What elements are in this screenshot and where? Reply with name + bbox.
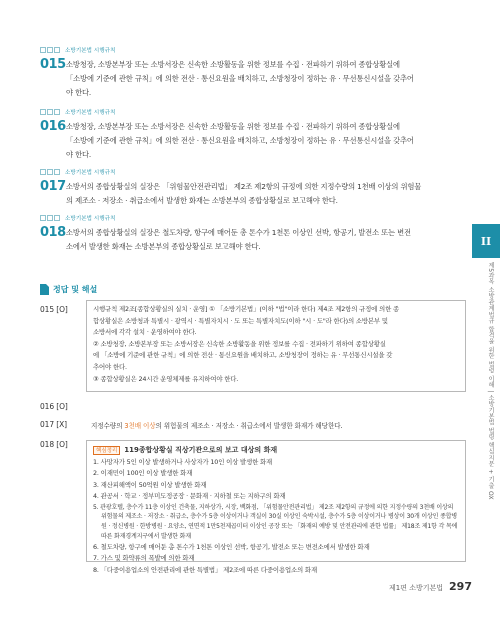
summary-title: 119종합상황실 직상기관으로의 보고 대상의 화재 (124, 446, 278, 454)
key-point-tag: 핵심정리 (93, 446, 120, 455)
question-text: 소방청장, 소방본부장 또는 소방서장은 신속한 소방활동을 위한 정보를 수집 · 전파하기 위하여 종합상황실에 「소방에 기준에 관한 규칙」에 의한 전산 · 통신요원을 배치하고, 소방청장이 정하는 유 · 무선통신시설을 갖추어 야 한다. (66, 60, 414, 97)
question-text: 소방서의 종합상황실의 실장은 「위험물안전관리법」 제2조 제2항의 규정에 의한 지정수량의 1천배 이상의 위험물 의 제조소 · 저장소 · 취급소에서 발생한 화재는 소방본부의 종합상황실로 보고해야 한다. (66, 182, 422, 205)
question-018 (40, 212, 460, 254)
answer-018-label: 018 [O] (40, 440, 68, 449)
list-item: 4. 관공서 · 학교 · 정부미도정공장 · 문화재 · 지하철 또는 지하구의 화재 (93, 492, 286, 501)
footer-label: 제1편 소방기본법 (389, 584, 444, 592)
chapter-tab[interactable]: II (472, 224, 500, 258)
answer-017-text: 지정수량의 3천배 이상의 위험물의 제조소 · 저장소 · 취급소에서 발생한 화재가 해당한다. (91, 422, 343, 430)
page-number: 297 (449, 580, 472, 593)
answer-015-label: 015 [O] (40, 305, 68, 314)
list-item: 7. 가스 및 화약류의 폭발에 의한 화재 (93, 554, 195, 563)
question-number: 018 (40, 225, 66, 240)
answer-018-box (86, 440, 466, 574)
question-text: 소방서의 종합상황실의 실장은 철도차량, 항구에 매어둔 총 톤수가 1천톤 이상인 선박, 항공기, 발전소 또는 변전 소에서 발생한 화재는 소방본부의 종합상황실로 보고해야 한다. (66, 228, 411, 251)
answer-017-label: 017 [X] (40, 420, 67, 429)
answer-015-box (86, 300, 466, 392)
checkbox-group[interactable] (40, 169, 60, 175)
question-016 (40, 106, 460, 161)
list-item: 5. 관광호텔, 층수가 11층 이상인 건축물, 지하상가, 시장, 백화점, 「위험물안전관리법」 제2조 제2항의 규정에 의한 지정수량의 3천배 이상의 위험물의 제조소 · 저장소 · 취급소, 층수가 5층 이상이거나 객실이 30실 이상인 숙박시설, 층수가 5층 이상이거나 병상이 30개 이상인 종합병원 · 정신병원 · 한방병원 · 요양소, 연면적 1만5천제곱미터 이상인 공장 또는 「화재의 예방 및 안전관리에 관한 법률」 제18조 제1항 각 목에 따른 화재경계지구에서 발생한 화재 (93, 503, 458, 541)
question-017 (40, 166, 460, 208)
list-item: 3. 재산피해액이 50억원 이상 발생한 화재 (93, 480, 207, 489)
checkbox-group[interactable] (40, 47, 60, 53)
side-running-title-text: 제5과목 소방관계법규 합격을 위한 법령 이해 | 소방기본법 법령 핵심지문 + 기출 OX (487, 262, 494, 500)
question-law: 소방기본법 시행규칙 (65, 216, 116, 222)
page-footer (389, 580, 472, 593)
answer-016-label: 016 [O] (40, 402, 68, 411)
list-item: 6. 철도차량, 항구에 매어둔 총 톤수가 1천톤 이상인 선박, 항공기, 발전소 또는 변전소에서 발생한 화재 (93, 542, 370, 551)
question-number: 015 (40, 57, 66, 72)
answer-017-highlight: 3천배 이상 (124, 422, 156, 430)
list-item: 8. 「다중이용업소의 안전관리에 관한 특별법」 제2조에 따른 다중이용업소의 화재 (93, 565, 317, 574)
document-icon (40, 284, 49, 295)
question-law: 소방기본법 시행규칙 (65, 110, 116, 116)
list-item: 1. 사망자가 5인 이상 발생하거나 사상자가 10인 이상 발생한 화재 (93, 458, 273, 466)
checkbox-group[interactable] (40, 109, 60, 115)
checkbox-group[interactable] (40, 215, 60, 221)
question-number: 017 (40, 179, 66, 194)
question-number: 016 (40, 119, 66, 134)
side-running-title (486, 262, 496, 572)
list-item: 2. 이재민이 100인 이상 발생한 화재 (93, 469, 193, 478)
summary-header (93, 445, 459, 455)
summary-list (93, 457, 459, 576)
answer-section-header (40, 284, 97, 295)
question-text: 소방청장, 소방본부장 또는 소방서장은 신속한 소방활동을 위한 정보를 수집 · 전파하기 위하여 종합상황실에 「소방에 기준에 관한 규칙」에 의한 전산 · 통신요원을 배치하고, 소방청장이 정하는 유 · 무선통신시설을 갖추어 야 한다. (66, 122, 414, 159)
question-law: 소방기본법 시행규칙 (65, 48, 116, 54)
question-law: 소방기본법 시행규칙 (65, 170, 116, 176)
answer-015-text: 시행규칙 제2조[종합상황실의 실치 · 운영] ① 「소방기본법」(이하 "법"이라 한다) 제4조 제2항의 규정에 의한 종 합상황실은 소방청과 특별시 · 광역시 · 특별자치시 · 도 또는 특별자치도(이하 "시 · 도"라 한다)의 소방본부 및 소방서에 각각 설치 · 운영하여야 한다. ② 소방청장, 소방본부장 또는 소방서장은 신속한 소방활동을 위한 정보를 수집 · 전파하기 위하여 종합상황실 에 「소방에 기준에 관한 규칙」에 의한 전산 · 통신요원을 배치하고, 소방청장이 정하는 유 · 무선통신시설을 갖 추어야 한다. ③ 종합상황실은 24시간 운영체제를 유지하여야 한다. (93, 305, 400, 383)
question-015 (40, 44, 460, 99)
answer-section-title: 정답 및 해설 (53, 285, 98, 294)
